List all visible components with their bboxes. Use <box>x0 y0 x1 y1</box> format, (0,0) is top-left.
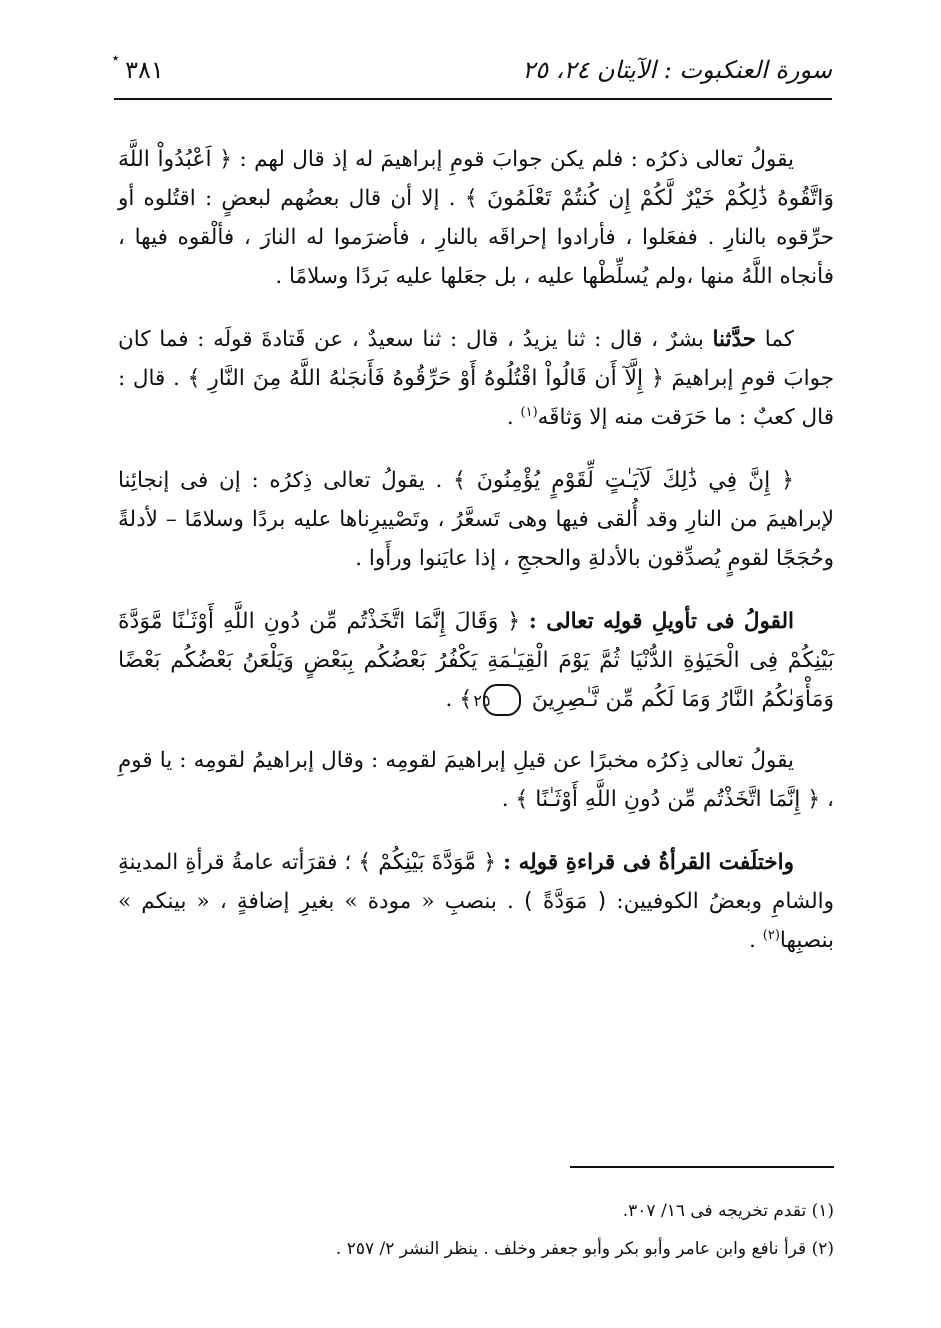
page-number-group <box>112 50 164 84</box>
star-mark-icon: ٭ <box>112 50 120 66</box>
header-rule <box>114 98 832 100</box>
quran-verse: ﴿ إِلَّآ أَن قَالُواْ اقْتُلُوهُ أَوْ حَرِّقُوهُ فَأَنجَىٰهُ اللَّهُ مِنَ النَّارِ ﴾ <box>187 366 664 391</box>
isnad-keyword: حدَّثنا <box>712 327 757 352</box>
text-segment: بغيرِ إضافةٍ ، <box>219 889 335 914</box>
text-segment: بشرٌ ، قال : ثنا يزيدُ ، قال : ثنا سعيدٌ ، عن قَتادةَ قولَه : فما كان جوابَ قومِ إبراهيمَ <box>118 327 834 391</box>
paragraph-5 <box>118 741 834 819</box>
footnotes <box>118 1192 834 1268</box>
text-segment: ؛ فقرَأته عامةُ قرأةِ المدينةِ والشامِ وبعضُ الكوفيين: <box>118 850 835 914</box>
paragraph-1 <box>118 140 834 296</box>
paragraph-3 <box>118 461 834 578</box>
section-heading: واختلَفت القرأةُ فى قراءةِ قولِه : <box>503 850 795 875</box>
text-segment: بنصبِها <box>779 928 834 953</box>
footnote-1: (١) تقدم تخريجه فى ١٦/ ٣٠٧. <box>622 1201 834 1221</box>
text-segment: . بنصبِ <box>444 889 514 914</box>
text-segment: . قال : قال كعبٌ : ما حَرَقت منه إلا وَثاقَه <box>118 366 834 430</box>
footnote-separator <box>570 1166 834 1168</box>
quran-verse: ﴿ مَّوَدَّةَ بَيْنِكُمْ ﴾ <box>358 850 497 875</box>
quran-verse: ﴿ اَعْبُدُواْ اللَّهَ وَاتَّقُوهُ ذَٰلِكُمْ خَيْرٌ لَّكُمْ إِن كُنتُمْ تَعْلَمُونَ ﴾ <box>118 147 834 211</box>
footnote-2: (٢) قرأ نافع وابن عامر وأبو بكر وأبو جعفر وخلف . ينظر النشر ٢/ ٢٥٧ . <box>335 1239 834 1259</box>
text-segment: . يقولُ تعالى ذِكرُه : إن فى إنجائِنا لإبراهيمَ من النارِ وقد أُلقى فيها وهى تَسعَّرُ ، وتَصْييرِناها عليه بردًا وسلامًا – لأدلةً وحُجَجًا لقومٍ يُصدِّقون بالأدلةِ والحججِ ، إذا عايَنوا ورأَوا . <box>118 468 834 571</box>
text-segment: . <box>501 787 509 812</box>
quran-verse: ﴿ وَقَالَ إِنَّمَا اتَّخَذْتُم مِّن دُونِ اللَّهِ أَوْثَـٰنًا مَّوَدَّةَ بَيْنِكُمْ فِى الْحَيَوٰةِ الدُّنْيَا ثُمَّ يَوْمَ الْقِيَـٰمَةِ يَكْفُرُ بَعْضُكُم بِبَعْضٍ وَيَلْعَنُ بَعْضُكُم بَعْضًا وَمَأْوَىٰكُمُ النَّارُ وَمَا لَكُم مِّن نَّـٰصِرِينَ <box>118 609 834 712</box>
page-body <box>118 140 834 984</box>
text-segment: كما <box>764 327 794 352</box>
text-segment: . <box>445 687 453 712</box>
running-title: سورة العنكبوت : الآيتان ٢٤، ٢٥ <box>522 56 832 84</box>
text-segment: . إلا أن قال بعضُهم لبعضٍ : اقتُلوه أو حرِّقوه بالنارِ . ففعَلوا ، فأرادوا إحراقَه بالنارِ ، فأضرَموا له النارَ ، فألْقوه فيها ، فأنجاه اللَّهُ منها ،ولم يُسلِّطْها عليه ، بل جعَلها عليه بَردًا وسلامًا . <box>118 186 834 289</box>
footnote-ref: (١) <box>520 404 538 420</box>
text-segment: . <box>749 928 756 953</box>
footnote-ref: (٢) <box>762 927 780 943</box>
quran-verse: ﴿ إِنَّ فِي ذَٰلِكَ لَآيَـٰتٍ لِّقَوْمٍ يُؤْمِنُونَ ﴾ <box>453 468 794 493</box>
text-segment: يقولُ تعالى ذكرُه : فلم يكن جوابَ قومِ إبراهيمَ له إذ قال لهم : <box>239 147 794 172</box>
paragraph-6 <box>118 843 834 960</box>
paragraph-2 <box>118 320 834 437</box>
page-header <box>112 50 832 90</box>
text-segment: . <box>506 405 514 430</box>
quoted-word: « بينكم » <box>118 889 210 914</box>
section-heading: القولُ فى تأويلِ قولِه تعالى : <box>528 609 794 634</box>
ayah-number-badge: ٢٥ <box>483 684 521 716</box>
quran-verse: ﴿ إِنَّمَا اتَّخَذْتُم مِّن دُونِ اللَّهِ أَوْثَـٰنًا ﴾ <box>515 787 821 812</box>
page-number: ٣٨١ <box>125 56 164 84</box>
reading-variant: ( مَوَدَّةً ) <box>524 889 607 914</box>
quoted-word: « مودة » <box>344 889 435 914</box>
quran-bracket-close: ﴾ <box>459 687 473 712</box>
text-segment: يقولُ تعالى ذِكرُه مخبرًا عن قيلِ إبراهيمَ لقومِه : وقال إبراهيمُ لقومِه : يا قومِ ، <box>118 748 834 812</box>
paragraph-4 <box>118 602 834 719</box>
